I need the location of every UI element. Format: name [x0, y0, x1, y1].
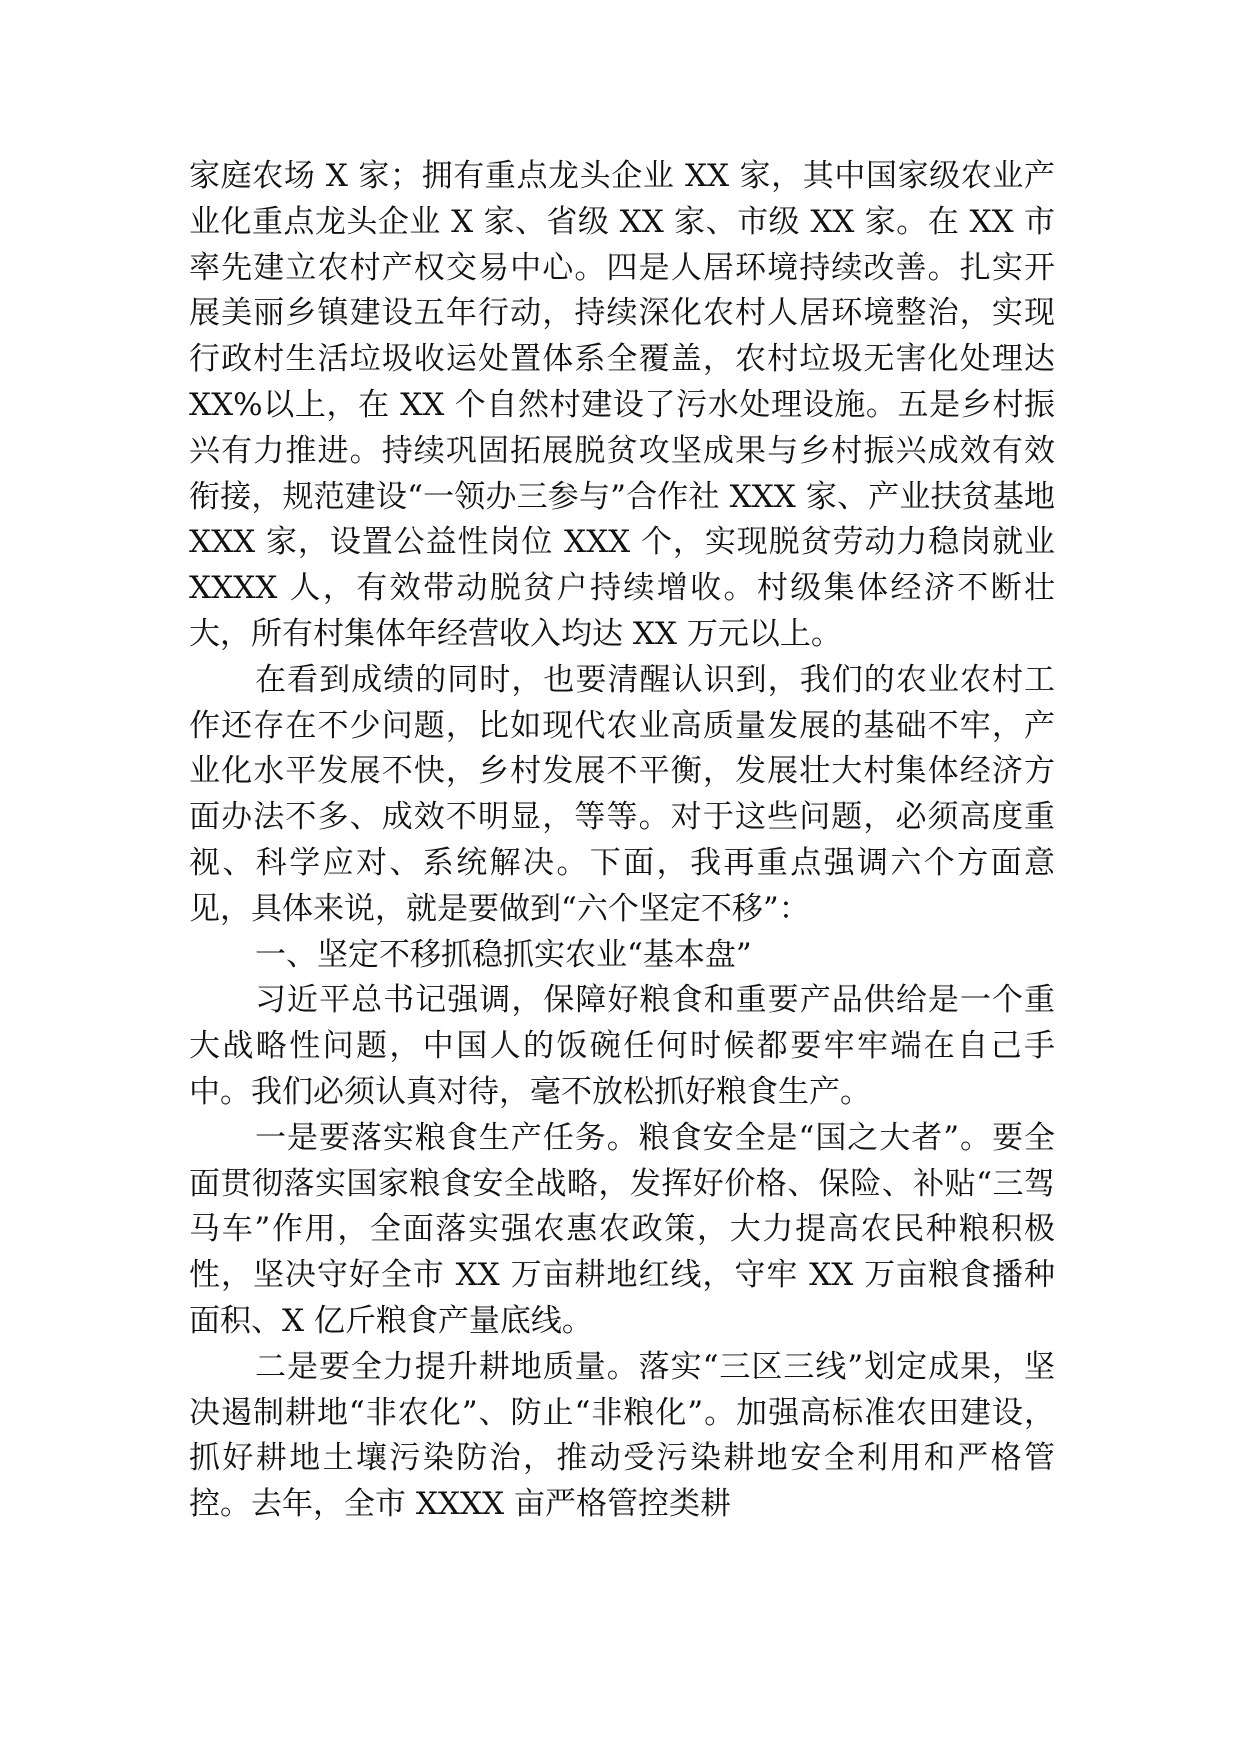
paragraph-grain-production-task: 一是要落实粮食生产任务。粮食安全是“国之大者”。要全面贯彻落实国家粮食安全战略，发挥好价格、保险、补贴“三驾马车”作用，全面落实强农惠农政策，大力提高农民种粮积极性，坚决守好全市 XX 万亩耕地红线，守牢 XX 万亩粮食播种面积、X 亿斤粮食产量底线。 [189, 1119, 1055, 1339]
paragraph-farmland-quality: 二是要全力提升耕地质量。落实“三区三线”划定成果，坚决遏制耕地“非农化”、防止“非粮化”。加强高标准农田建设，抓好耕地土壤污染防治，推动受污染耕地安全利用和严格管控。去年，全市 XXXX 亩严格管控类耕 [189, 1348, 1055, 1523]
section-heading-1: 一、坚定不移抓稳抓实农业“基本盘” [255, 936, 752, 973]
document-page [189, 154, 1055, 1528]
paragraph-achievements-continued: 家庭农场 X 家；拥有重点龙头企业 XX 家，其中国家级农业产业化重点龙头企业 X 家、省级 XX 家、市级 XX 家。在 XX 市率先建立农村产权交易中心。四是人居环境持续改善。扎实开展美丽乡镇建设五年行动，持续深化农村人居环境整治，实现行政村生活垃圾收运处置体系全覆盖，农村垃圾无害化处理达 XX%以上，在 XX 个自然村建设了污水处理设施。五是乡村振兴有力推进。持续巩固拓展脱贫攻坚成果与乡村振兴成效有效衔接，规范建设“一领办三参与”合作社 XXX 家、产业扶贫基地 XXX 家，设置公益性岗位 XXX 个，实现脱贫劳动力稳岗就业 XXXX 人，有效带动脱贫户持续增收。村级集体经济不断壮大，所有村集体年经营收入均达 XX 万元以上。 [189, 158, 1055, 652]
paragraph-grain-supply: 习近平总书记强调，保障好粮食和重要产品供给是一个重大战略性问题，中国人的饭碗任何时候都要牢牢端在自己手中。我们必须认真对待，毫不放松抓好粮食生产。 [189, 982, 1055, 1110]
paragraph-problems: 在看到成绩的同时，也要清醒认识到，我们的农业农村工作还存在不少问题，比如现代农业高质量发展的基础不牢，产业化水平发展不快，乡村发展不平衡，发展壮大村集体经济方面办法不多、成效不明显，等等。对于这些问题，必须高度重视、科学应对、系统解决。下面，我再重点强调六个方面意见，具体来说，就是要做到“六个坚定不移”： [189, 661, 1055, 927]
